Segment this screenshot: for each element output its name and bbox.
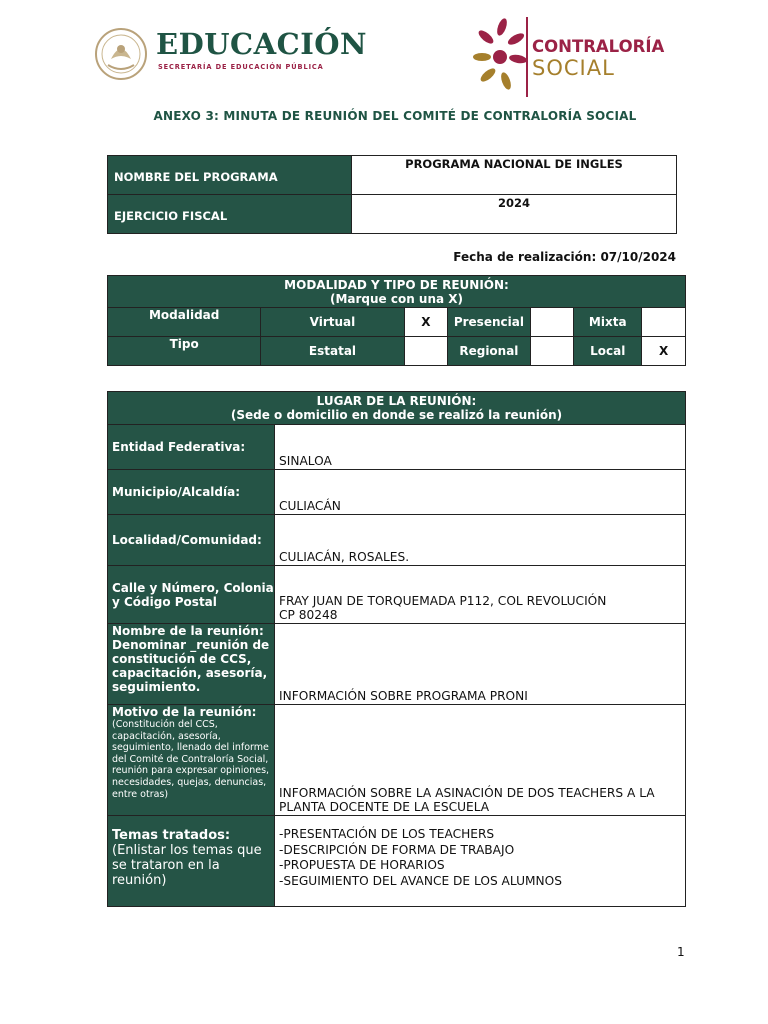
checkbox-regional[interactable] xyxy=(530,337,574,366)
program-name-value: PROGRAMA NACIONAL DE INGLES xyxy=(352,156,677,195)
checkbox-virtual[interactable]: X xyxy=(404,308,448,337)
lugar-header xyxy=(108,392,686,425)
municipio-value: CULIACÁN xyxy=(275,470,686,515)
entidad-row xyxy=(108,425,686,470)
lugar-header-line1: LUGAR DE LA REUNIÓN: xyxy=(316,394,477,408)
contraloria-text: CONTRALORÍA xyxy=(532,37,665,56)
program-name-label: NOMBRE DEL PROGRAMA xyxy=(108,156,352,195)
sep-subtitle: SECRETARÍA DE EDUCACIÓN PÚBLICA xyxy=(158,63,324,71)
entidad-value: SINALOA xyxy=(275,425,686,470)
option-mixta: Mixta xyxy=(574,308,642,337)
tipo-row xyxy=(108,337,686,366)
meeting-date: Fecha de realización: 07/10/2024 xyxy=(453,250,676,264)
entidad-label: Entidad Federativa: xyxy=(108,425,275,470)
temas-label-cell xyxy=(108,816,275,907)
tipo-label: Tipo xyxy=(108,337,261,366)
municipio-label: Municipio/Alcaldía: xyxy=(108,470,275,515)
page-number: 1 xyxy=(677,945,685,959)
localidad-row xyxy=(108,515,686,566)
fiscal-year-label: EJERCICIO FISCAL xyxy=(108,195,352,234)
modalidad-header-row xyxy=(108,276,686,308)
nombre-value: INFORMACIÓN SOBRE PROGRAMA PRONI xyxy=(275,624,686,705)
program-name-row xyxy=(108,156,677,195)
calle-value: FRAY JUAN DE TORQUEMADA P112, COL REVOLUCIÓN CP 80248 xyxy=(275,566,686,624)
contraloria-flower-icon xyxy=(472,15,528,99)
social-text: SOCIAL xyxy=(532,56,615,80)
municipio-row xyxy=(108,470,686,515)
modalidad-row xyxy=(108,308,686,337)
program-table xyxy=(107,155,677,234)
sep-title: EDUCACIÓN xyxy=(156,27,368,61)
motivo-row xyxy=(108,705,686,816)
modalidad-header xyxy=(108,276,686,308)
logo-divider xyxy=(526,17,528,97)
document-title: ANEXO 3: MINUTA DE REUNIÓN DEL COMITÉ DE CONTRALORÍA SOCIAL xyxy=(153,109,637,123)
temas-row xyxy=(108,816,686,907)
nombre-label: Nombre de la reunión: Denominar _reunión de constitución de CCS, capacitación, asesoría, seguimiento. xyxy=(108,624,275,705)
fiscal-year-value: 2024 xyxy=(352,195,677,234)
option-virtual: Virtual xyxy=(261,308,404,337)
sep-logo xyxy=(94,25,369,81)
motivo-label-cell xyxy=(108,705,275,816)
modalidad-label: Modalidad xyxy=(108,308,261,337)
modalidad-table xyxy=(107,275,686,366)
checkbox-estatal[interactable] xyxy=(404,337,448,366)
temas-value: -PRESENTACIÓN DE LOS TEACHERS -DESCRIPCIÓN DE FORMA DE TRABAJO -PROPUESTA DE HORARIOS -SEGUIMIENTO DEL AVANCE DE LOS ALUMNOS xyxy=(275,816,686,907)
localidad-label: Localidad/Comunidad: xyxy=(108,515,275,566)
fiscal-year-row xyxy=(108,195,677,234)
lugar-header-line2: (Sede o domicilio en donde se realizó la reunión) xyxy=(230,408,563,422)
national-seal-icon xyxy=(94,27,148,81)
motivo-value: INFORMACIÓN SOBRE LA ASINACIÓN DE DOS TEACHERS A LA PLANTA DOCENTE DE LA ESCUELA xyxy=(275,705,686,816)
temas-note: (Enlistar los temas que se trataron en la reunión) xyxy=(112,843,262,888)
localidad-value: CULIACÁN, ROSALES. xyxy=(275,515,686,566)
modalidad-header-line2: (Marque con una X) xyxy=(329,291,464,306)
motivo-note: (Constitución del CCS, capacitación, asesoría, seguimiento, llenado del informe del Comité de Contraloría Social, reunión para expresar opiniones, necesidades, quejas, denuncias, entre otras) xyxy=(112,719,270,800)
temas-label: Temas tratados: xyxy=(112,828,231,843)
checkbox-presencial[interactable] xyxy=(530,308,574,337)
calle-row xyxy=(108,566,686,624)
contraloria-social-logo xyxy=(472,15,682,99)
lugar-header-row xyxy=(108,392,686,425)
checkbox-mixta[interactable] xyxy=(642,308,686,337)
option-estatal: Estatal xyxy=(261,337,404,366)
option-regional: Regional xyxy=(448,337,530,366)
lugar-table xyxy=(107,391,686,907)
checkbox-local[interactable]: X xyxy=(642,337,686,366)
calle-label: Calle y Número, Colonia y Código Postal xyxy=(108,566,275,624)
modalidad-header-line1: MODALIDAD Y TIPO DE REUNIÓN: xyxy=(284,277,509,292)
option-local: Local xyxy=(574,337,642,366)
option-presencial: Presencial xyxy=(448,308,530,337)
nombre-row xyxy=(108,624,686,705)
motivo-label: Motivo de la reunión: xyxy=(112,705,257,719)
